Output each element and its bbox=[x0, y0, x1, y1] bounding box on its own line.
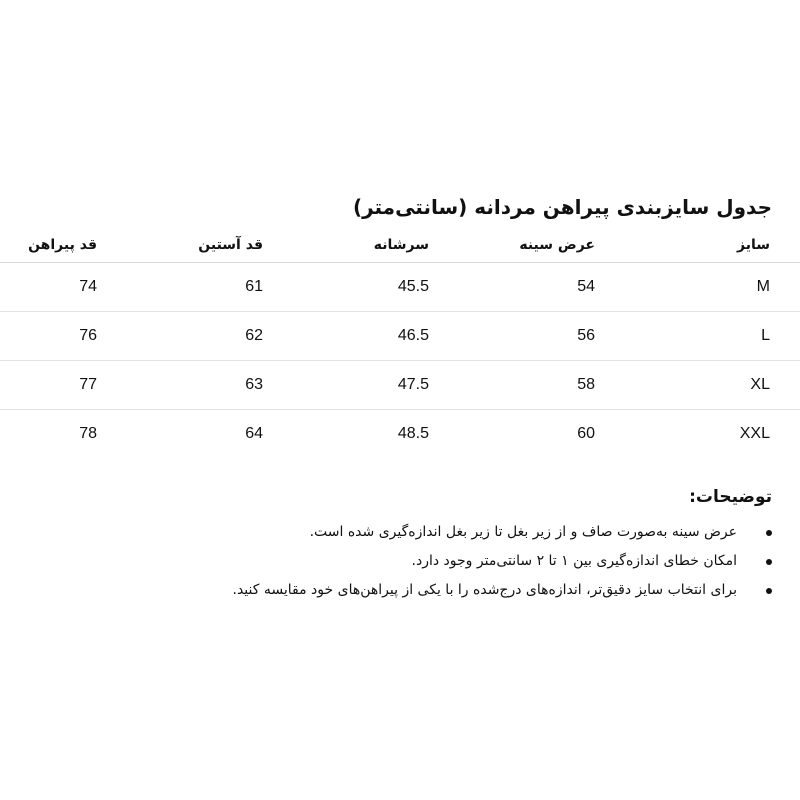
size-chart-table bbox=[0, 228, 800, 458]
list-item bbox=[52, 547, 772, 576]
bullet-icon bbox=[766, 530, 772, 536]
cell-chest-width: 58 bbox=[429, 361, 595, 410]
notes-heading: توضیحات: bbox=[689, 487, 772, 507]
cell-size: L bbox=[595, 312, 800, 361]
cell-shirt-length: 77 bbox=[0, 361, 97, 410]
cell-chest-width: 56 bbox=[429, 312, 595, 361]
cell-shoulder: 46.5 bbox=[263, 312, 429, 361]
note-text: عرض سینه به‌صورت صاف و از زیر بغل تا زیر بغل اندازه‌گیری شده است. bbox=[309, 524, 737, 540]
note-text: امکان خطای اندازه‌گیری بین ۱ تا ۲ سانتی‌متر وجود دارد. bbox=[411, 553, 737, 569]
cell-sleeve-length: 61 bbox=[97, 263, 263, 312]
cell-chest-width: 60 bbox=[577, 425, 595, 442]
page-title: جدول سایزبندی پیراهن مردانه (سانتی‌متر) bbox=[352, 195, 772, 219]
cell-shoulder: 47.5 bbox=[263, 361, 429, 410]
cell-shoulder: 45.5 bbox=[263, 263, 429, 312]
column-header-size: سایز bbox=[595, 228, 800, 263]
cell-size: XXL bbox=[739, 425, 770, 442]
cell-chest-width: 54 bbox=[429, 263, 595, 312]
cell-size: XL bbox=[595, 361, 800, 410]
cell-shoulder: 48.5 bbox=[397, 425, 429, 442]
cell-shirt-length: 76 bbox=[0, 312, 97, 361]
table-header-row bbox=[0, 228, 800, 263]
cell-sleeve-length: 63 bbox=[97, 361, 263, 410]
table-row bbox=[0, 410, 800, 459]
cell-sleeve-length: 62 bbox=[97, 312, 263, 361]
column-header-shoulder: سرشانه bbox=[263, 228, 429, 263]
cell-size: M bbox=[595, 263, 800, 312]
cell-shirt-length: 78 bbox=[79, 425, 97, 442]
list-item bbox=[52, 518, 772, 547]
bullet-icon bbox=[766, 559, 772, 565]
list-item bbox=[52, 576, 772, 605]
table-row bbox=[0, 312, 800, 361]
bullet-icon bbox=[766, 588, 772, 594]
note-text: برای انتخاب سایز دقیق‌تر، اندازه‌های درج‌شده را با یکی از پیراهن‌های خود مقایسه کنید. bbox=[232, 582, 737, 598]
table-row bbox=[0, 361, 800, 410]
column-header-sleeve-length: قد آستین bbox=[97, 228, 263, 263]
table-row bbox=[0, 263, 800, 312]
column-header-shirt-length: قد پیراهن bbox=[0, 228, 97, 263]
column-header-chest-width: عرض سینه bbox=[429, 228, 595, 263]
notes-list bbox=[52, 518, 772, 605]
cell-shirt-length: 74 bbox=[0, 263, 97, 312]
cell-sleeve-length: 64 bbox=[245, 425, 263, 442]
